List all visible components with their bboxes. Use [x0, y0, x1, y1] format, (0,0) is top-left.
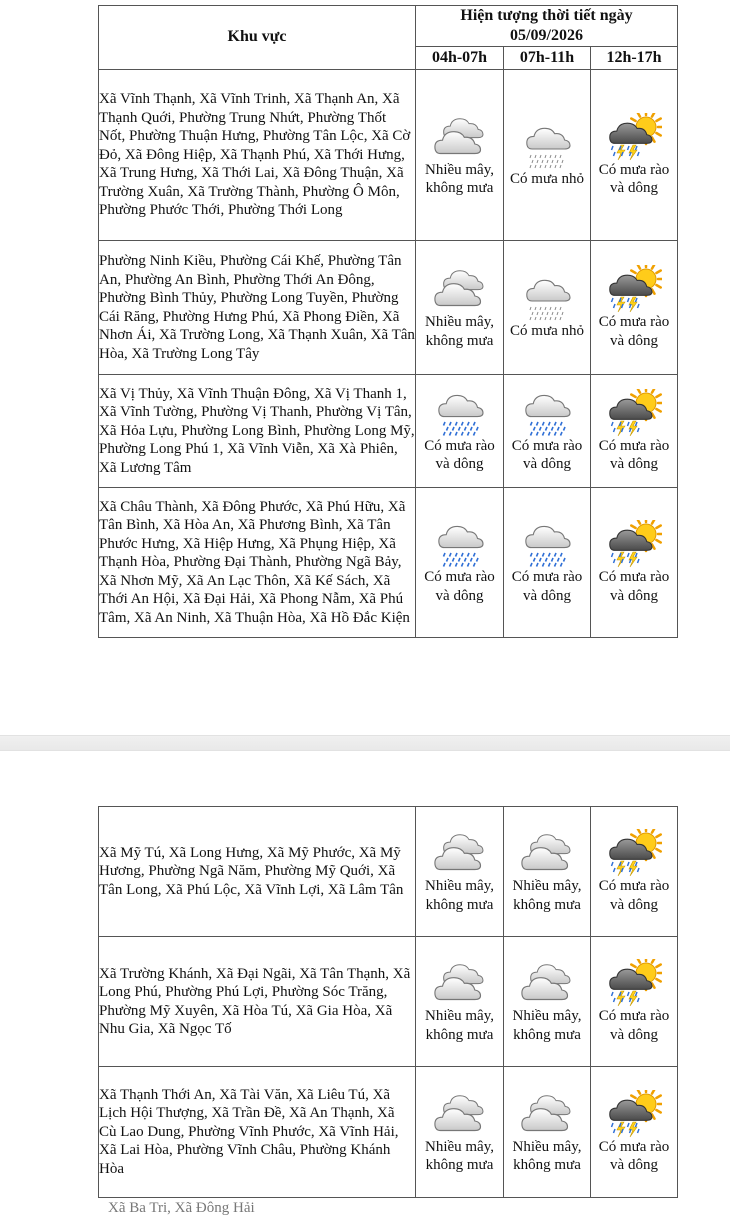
- thunderstorm-sun-icon: [606, 829, 662, 877]
- condition-text: Có mưa rào và dông: [598, 878, 670, 913]
- table-row: [99, 1067, 678, 1198]
- condition-text: Nhiều mây, không mưa: [512, 1138, 582, 1173]
- cloudy-icon: [432, 113, 488, 161]
- condition-text: Có mưa rào và dông: [598, 314, 670, 349]
- condition-text: Có mưa nhỏ: [510, 323, 584, 340]
- weather-cell: [416, 375, 504, 488]
- table-row: [99, 70, 678, 241]
- condition-text: Nhiều mây, không mưa: [512, 878, 582, 913]
- cloudy-icon: [519, 829, 575, 877]
- page-separator: [0, 735, 730, 751]
- table-row: [99, 488, 678, 638]
- showers-icon: [432, 520, 488, 568]
- cloudy-icon: [519, 959, 575, 1007]
- weather-cell: [504, 488, 591, 638]
- condition-text: Có mưa rào và dông: [598, 1008, 670, 1043]
- table-row: [99, 937, 678, 1067]
- showers-icon: [432, 389, 488, 437]
- area-list-cell: Phường Ninh Kiều, Phường Cái Khế, Phường Tân An, Phường An Bình, Phường Thới An Đông, Phường Bình Thủy, Phường Long Tuyền, Phường Cái Răng, Phường Hưng Phú, Xã Phong Điền, Xã Nhơn Ái, Xã Trường Long, Xã Thạnh Xuân, Xã Tân Hòa, Xã Trường Long Tây: [99, 241, 416, 375]
- weather-cell: [416, 1067, 504, 1198]
- area-list-cell: Xã Vị Thủy, Xã Vĩnh Thuận Đông, Xã Vị Thanh 1, Xã Vĩnh Tường, Phường Vị Thanh, Phường Vị Tân, Xã Hỏa Lựu, Phường Long Bình, Phường Long Mỹ, Phường Long Phú 1, Xã Vĩnh Viễn, Xã Xà Phiên, Xã Lương Tâm: [99, 375, 416, 488]
- cloudy-icon: [432, 1090, 488, 1138]
- table-row: [99, 375, 678, 488]
- table-body: [99, 70, 678, 638]
- area-list-cell: Xã Trường Khánh, Xã Đại Ngãi, Xã Tân Thạnh, Xã Long Phú, Phường Phú Lợi, Phường Sóc Trăng, Phường Mỹ Xuyên, Xã Hòa Tú, Xã Gia Hòa, Xã Nhu Gia, Xã Ngọc Tố: [99, 937, 416, 1067]
- showers-icon: [519, 520, 575, 568]
- weather-cell: [416, 937, 504, 1067]
- table-row: [99, 241, 678, 375]
- weather-cell: [591, 70, 678, 241]
- header-row: [99, 6, 678, 47]
- date-header: [416, 6, 678, 47]
- thunderstorm-sun-icon: [606, 959, 662, 1007]
- condition-text: Nhiều mây, không mưa: [424, 314, 494, 349]
- condition-text: Có mưa nhỏ: [510, 170, 584, 187]
- weather-cell: [504, 375, 591, 488]
- weather-cell: [591, 488, 678, 638]
- cloudy-icon: [432, 959, 488, 1007]
- weather-cell: [591, 807, 678, 937]
- cloudy-icon: [432, 829, 488, 877]
- weather-cell: [591, 375, 678, 488]
- weather-cell: [504, 70, 591, 241]
- weather-cell: [504, 807, 591, 937]
- condition-text: Nhiều mây, không mưa: [512, 1008, 582, 1043]
- condition-text: Nhiều mây, không mưa: [424, 161, 494, 196]
- weather-cell: [591, 1067, 678, 1198]
- thunderstorm-sun-icon: [606, 265, 662, 313]
- condition-text: Có mưa rào và dông: [424, 569, 495, 604]
- date-header-date: 05/09/2026: [510, 27, 583, 44]
- weather-cell: [504, 241, 591, 375]
- condition-text: Có mưa rào và dông: [511, 569, 583, 604]
- cloudy-icon: [519, 1090, 575, 1138]
- forecast-table-page1: [98, 5, 678, 638]
- weather-cell: [416, 70, 504, 241]
- condition-text: Có mưa rào và dông: [598, 437, 670, 472]
- weather-cell: [416, 488, 504, 638]
- cloudy-icon: [432, 265, 488, 313]
- area-list-cell: Xã Mỹ Tú, Xã Long Hưng, Xã Mỹ Phước, Xã Mỹ Hương, Phường Ngã Năm, Phường Mỹ Quới, Xã Tân Long, Xã Phú Lộc, Xã Vĩnh Lợi, Xã Lâm Tân: [99, 807, 416, 937]
- weather-cell: [504, 1067, 591, 1198]
- area-list-cell: Xã Vĩnh Thạnh, Xã Vĩnh Trinh, Xã Thạnh An, Xã Thạnh Quới, Phường Trung Nhứt, Phường Thốt Nốt, Phường Thuận Hưng, Phường Tân Lộc, Xã Cờ Đỏ, Xã Đông Hiệp, Xã Thạnh Phú, Xã Thới Hưng, Xã Trung Hưng, Xã Thới Lai, Xã Đông Thuận, Xã Trường Xuân, Xã Trường Thành, Phường Ô Môn, Phường Phước Thới, Phường Thới Long: [99, 70, 416, 241]
- forecast-table-page2: [98, 806, 678, 1198]
- weather-cell: [504, 937, 591, 1067]
- condition-text: Có mưa rào và dông: [598, 569, 670, 604]
- thunderstorm-sun-icon: [606, 113, 662, 161]
- thunderstorm-sun-icon: [606, 1090, 662, 1138]
- date-header-line1: Hiện tượng thời tiết ngày: [460, 7, 633, 24]
- condition-text: Nhiều mây, không mưa: [424, 1008, 494, 1043]
- thunderstorm-sun-icon: [606, 389, 662, 437]
- table-body: [99, 807, 678, 1198]
- showers-icon: [519, 389, 575, 437]
- cut-off-footer-text: Xã Ba Tri, Xã Đông Hải: [108, 1200, 255, 1216]
- condition-text: Nhiều mây, không mưa: [424, 1138, 494, 1173]
- weather-cell: [416, 807, 504, 937]
- area-column-header: Khu vực: [99, 6, 416, 70]
- time-slot-header: 04h-07h: [416, 47, 504, 70]
- condition-text: Có mưa rào và dông: [598, 161, 670, 196]
- condition-text: Có mưa rào và dông: [424, 437, 495, 472]
- time-slot-header: 12h-17h: [591, 47, 678, 70]
- light-rain-icon: [519, 122, 575, 170]
- area-list-cell: Xã Thạnh Thới An, Xã Tài Văn, Xã Liêu Tú, Xã Lịch Hội Thượng, Xã Trần Đề, Xã An Thạnh, Xã Cù Lao Dung, Phường Vĩnh Phước, Xã Vĩnh Hải, Xã Lai Hòa, Phường Vĩnh Châu, Phường Khánh Hòa: [99, 1067, 416, 1198]
- condition-text: Có mưa rào và dông: [598, 1138, 670, 1173]
- condition-text: Có mưa rào và dông: [511, 437, 583, 472]
- light-rain-icon: [519, 274, 575, 322]
- condition-text: Nhiều mây, không mưa: [424, 878, 494, 913]
- area-list-cell: Xã Châu Thành, Xã Đông Phước, Xã Phú Hữu, Xã Tân Bình, Xã Hòa An, Xã Phương Bình, Xã Tân Phước Hưng, Xã Hiệp Hưng, Xã Phụng Hiệp, Xã Thạnh Hòa, Phường Đại Thành, Phường Ngã Bảy, Xã Nhơn Mỹ, Xã An Lạc Thôn, Xã Kế Sách, Xã Thới An Hội, Xã Đại Hải, Xã Phong Nẫm, Xã Phú Tâm, Xã An Ninh, Xã Thuận Hòa, Xã Hồ Đắc Kiện: [99, 488, 416, 638]
- thunderstorm-sun-icon: [606, 520, 662, 568]
- weather-cell: [416, 241, 504, 375]
- table-row: [99, 807, 678, 937]
- weather-cell: [591, 937, 678, 1067]
- time-slot-header: 07h-11h: [504, 47, 591, 70]
- weather-cell: [591, 241, 678, 375]
